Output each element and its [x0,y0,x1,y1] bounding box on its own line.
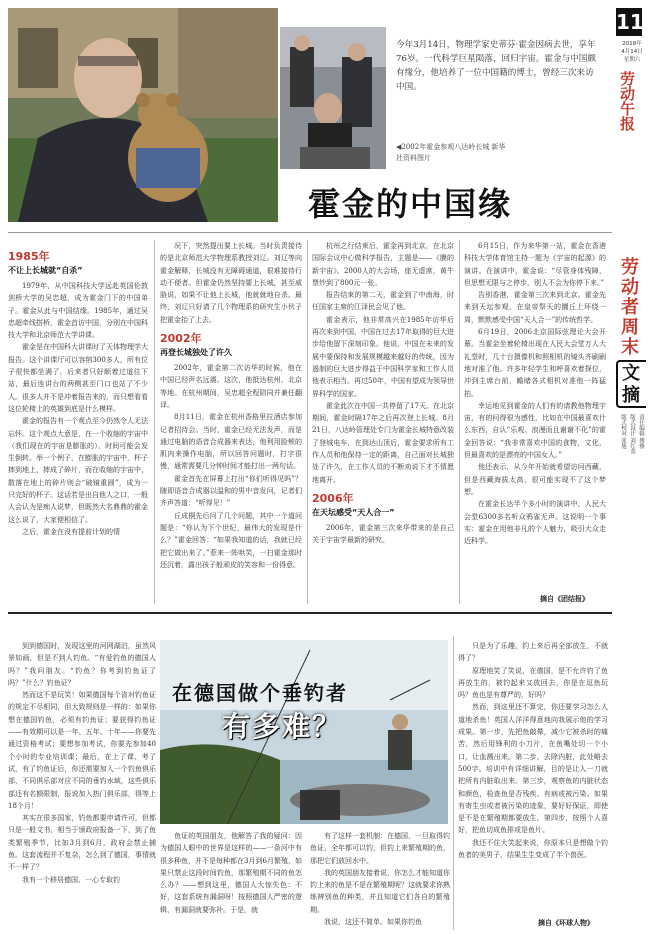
hawking-great-wall-photo [279,26,387,170]
section-1985-year: 1985年 [8,250,50,263]
paragraph: 6月19日，2006北京国际弦理论大会开幕。当霍金坐着轮椅出现在人民大会堂万人大礼堂时，几十台摄像机和照相机的镜头齐刷刷地对准了他。许多年轻学生和呼喜欢着探位，冲到主席台前，瞻睹各式相机对准他一阵猛拍。 [464,328,606,398]
date-year: 2018年 [622,41,642,47]
paragraph: 然而这不是玩笑！如果德国每个省对钓鱼证的规定不尽相同，但大致规则是一样的：如果你想在德国钓鱼，必须有钓鱼证；要获得钓鱼证——有效期可以是一年、五年、十年——你要先通过资格考试；要想参加考试，你要先参加40个小时的专业培训课；最后，在上了课、考了试，有了钓鱼证后，你还需要加入一个钓鱼俱乐部，不同俱乐部对应不同的垂钓水域，这些俱乐部还有名额限制，报说加入热门俱乐部，得等上18个月！ [8,691,156,810]
date-weekday: 星期六 [623,57,641,63]
paragraph: 2006年，霍金第三次来华带来的是自己关于宇宙学最新的研究。 [312,523,454,545]
section-2006-title: 在天坛感受“天人合一” [312,507,395,517]
paragraph: 我有一个移居德国、一心专取钓 [22,875,120,884]
article2-headline-line2: 有多难？ [222,710,343,743]
column-divider [154,240,155,604]
masthead-vertical: 劳动午报 [620,70,636,133]
article1-col4 [464,240,606,592]
hawking-teddy-image [8,8,278,222]
photo-caption: ◀2002年霍金参观八达岭长城 新华社资料图片 [396,143,506,162]
editors-credit-2: 版式设计 刘红英 [629,414,635,455]
hawking-great-wall-image [280,27,387,170]
section-1985-title: 不让上长城就“自杀” [8,266,83,275]
paragraph: 1979年，从中国科技大学远赴英国伦敦剑桥大学的吴忠超，成为霍金门下的中国弟子。霍金从此与中国结缘。1985年，通过吴忠超牵线搭桥，霍金首访中国，分别在中国科技大学和北京师范大学讲课。 [8,282,148,340]
article2-headline-line1: 在德国做个垂钓者 [172,681,348,705]
section-2006-year: 2006年 [312,491,354,505]
article1-col2 [160,240,302,604]
paragraph: 鱼证的英国朋友，他解答了我的疑问：因为德国人眼中的世界是这样的——一条河中有很多种鱼，并不是每种都在3月到6月繁殖，如果只禁止这段时间钓鱼，那繁殖期不同的鱼怎么办？——想到这里，德国人大惊失色：不好，这套系统有漏洞呀！按照德国人严密的逻辑，有漏洞就要弥补。于是，就 [160,832,302,914]
paragraph: 杭州之行结束后，霍金再到北京，在北京国际会议中心做科学报告，主题是——《膜的新宇宙》。2000人的大会场，座无虚席，黄牛票炒到了800元一张。 [312,242,454,287]
column-divider [307,240,308,604]
paragraph: 有了这样一套机制：在德国，一旦取得钓鱼证，全年都可以钓，但钓上来繁殖期的鱼，那把它们放回水中。 [310,832,450,865]
paragraph: 然而，到这里还不算完，你还要学习怎么人道地杀鱼！英国人洋洋得意地向我展示他的学习成果。第一步，先把鱼敲晕，减少它被杀时的痛苦，然后用锋利的小刀片，在鱼嘴处切一个小口，让血溅出来。第二步，去除内脏，此处略去500字。培训中有详细讲解，目的是让人一刀就把所有内脏取出来。第三步，观察鱼的内脏状态和颜色，检查鱼是否残疾、有病或被污染。如果有寄生虫或者被污染的迹象，要好好保证，即使是不是在繁殖期都要放生，第四步，按照个人喜好，把鱼切成鱼排或是鱼片。 [458,703,608,835]
paragraph: 原理地笑了笑说，在德国，是不允许钓了鱼再放生的，被钓起来又放回去，你是在逗鱼玩吗？鱼也是有尊严的，好吗？ [458,666,608,700]
paragraph: 只是为了乐趣，钓上来后再全部放生，不就得了？ [458,642,608,663]
paragraph: 他还表示，从今年开始就希望访问西藏，但是西藏海拔太高，很可能实现不了这个梦想。 [464,463,606,496]
section-separator [8,612,612,614]
article2-col4 [458,640,608,916]
paragraph: 霍金的报告有一个观点至今仍然令人无法忘怀。这个观点大意是，在一个收缩的宇宙中（我们现在的宇宙是膨胀的），时间可能会发生倒转。举一个例子，在膨胀的宇宙中，杯子摔到地上，摔成了碎片，而在收缩的宇宙中，散落在地上的碎片则会“破镜重圆”，成为一只完好的杯子。这话若是出自他人之口，一般人会认为是痴人说梦，但既然大名鼎鼎的霍金这么说了，大家便相信了。 [8,417,148,524]
article1-col3 [312,240,454,604]
paragraph: 霍金是在中国科大讲课时了天体物理学大报告。这个讲课厅可以容纳300多人，所有位子很快都坐满了，后来者只好顺着过道往下站，最后连讲台的两侧甚至门口也站了不少人。很多人并不是冲着报告来的，而只想看看这位轮椅上的英雄到底是什么模样。 [8,343,148,413]
editors-credit-1: 责任编辑 傅雅 [638,414,644,449]
section-2002-title: 再登长城独处了许久 [160,348,232,358]
paragraph: 幸运地见到霍金的人们有的请教他物理宇宙，有的问得很为感性，比如在中国最喜欢什么东西，自认“乐观、浪漫而且谢谢不化”的霍金回答说：“我非常喜欢中国的食物，文化，但最喜欢的是漂亮的中国女人。” [464,401,606,460]
paragraph: 霍金表示，他非常高兴在1985年访华后再次来到中国，中国在过去17年取得的巨大进步给他留下深刻印象。他说，中国在未来的发展中要保持和发展规模越来越好的传统，因为遏制的巨大进步得益于中国科学家和工作人员他表示相当。再过50年，中国有望成为领导世界科学的国家。 [312,315,454,398]
date-day: 4月14日 [621,49,643,55]
paragraph: 丘成桐先后问了几个问题，其中一个道问题是：“你认为下个世纪，最伟大的发现是什么？”霍金回答：“如果我知道的话，我就已经把它做出来了。”惹来一阵哄笑，一扫霍金那时还沉着，露出孩子般顽皮的笑容和一份得意。 [160,511,302,569]
paragraph: 我的英国朋友接着说，你怎么才能知道你钓上来的鱼是不是在繁殖期呢？这就要求你熟练辨别鱼的种类，并且知道它们各自的繁殖期。 [310,868,450,914]
paragraph: 告别香港，霍金第三次来到北京。霍金先来到天坛参观，在皇帝祭天的圜丘上环绕一周，默默感受中国“天人合一”的传统哲学。 [464,291,606,324]
paragraph: 霍金首先在屏幕上打出“你们听得见吗”？随即语音合成器以温和的男中音发问，记者们齐声答道：“听得见！” [160,474,302,508]
column-divider [453,636,454,930]
paragraph: 之后，霍金在没有提前计划的情 [22,527,120,536]
paragraph: 在霍金长达半个多小时的演讲中，人民大会堂6300多名听众鸦雀无声。这说明一个事实：霍金在用他非凡的个人魅力，吸引大众走近科学。 [464,500,606,546]
article1-col1 [8,248,148,600]
paragraph: 2002年，霍金第二次访华的时候，他在中国已经声名远震。这次，他抵达杭州、北京等地。在杭州期间，吴忠超全程陪同并兼任翻译。 [160,364,302,409]
paragraph: 到到德国时，发现这里的河网湖泊，虽然风景如画，但是不到人钓鱼。“有爱钓鱼的德国人吗？”我问朋友。“钓鱼？你考到钓鱼证了吗？”什么？钓鱼证？ [8,642,156,687]
hawking-with-teddy-photo [8,8,278,222]
article2-col2 [160,830,302,930]
section-2002-year: 2002年 [160,332,202,346]
paragraph: 我还不住大笑起来说，你原本只是想做个钓鱼者的美男子，结果生生变成了半个兽医。 [458,838,608,860]
article2-col3 [310,830,450,930]
article1-headline: 霍金的中国缘 [308,185,513,223]
article1-source: 摘自《团结报》 [540,595,589,603]
article1-top-rule [8,232,612,233]
paragraph: 报告结束的第二天，霍金到了中南海，时任国家主席的江泽民会见了他。 [312,291,454,312]
article2-source: 摘自《环球人物》 [538,919,594,927]
page-number: 11 [616,10,644,34]
paragraph: 6月15日，作为来华第一站，霍金在香港科技大学体育馆主持一题为《宇宙的起源》的演讲。在演讲中，霍金说：“尽管身体残障，但思想无限与之停步，别人不会为你停下来。” [464,242,606,287]
paragraph: 我说，这还不简单。如果你钓鱼 [324,918,422,927]
paragraph: 8月11日，霍金在杭州香格里拉酒店参加记者招待会。当时，霍金已经无法发声，而是通过电脑的语音合成器来表达，他利用脸颊的肌肉来操作电脑，所以回答问题时，打字很慢，通常需要几分钟时间才能打出一两句话。 [160,413,302,471]
intro-caption: 今年3月14日，物理学家史蒂芬·霍金因病去世，享年76岁。一代科学巨星陨落，回归宇宙。霍金与中国颇有缘分，他培养了一位中国籍的博士，曾经三次来访中国。 [396,40,596,92]
column-divider [459,240,460,604]
paragraph: 况下，突然提出要上长城。当时负责接待的是北京师范大学物理系教授刘辽。刘辽等向霍金解释，长城没有无障碍通道，很难接待行动不便者。但霍金仍然坚持要上长城，甚至威胁说，如果不让他上长城，他就就地自杀。最终，刘辽只好请了几个物理系的研究生小伙子把霍金抬了上去。 [160,242,302,324]
issue-date [614,40,650,64]
paragraph: 其实在很多国家，钓鱼都要申请许可，但都只是一般文书，相当于颁政府报备一下，到了鱼类繁殖季节，比如3月到6月，政府会禁止捕鱼。这套流程并不复杂，怎么到了德国，事情就不一样了？ [8,814,156,872]
article2-col1 [8,640,156,930]
editors-credit-3: 版式校对 张旭 [620,414,626,449]
paragraph: 霍金此次在中国一共停留了17天。在北京期间，霍金时隔17年之后再次登上长城。8月21日，八达岭管理处专门为霍金长城特意改装了登城电车，在到达山顶后，霍金要求所有工作人员和他保持一定的距离，自己面对长城独处了许久，在工作人员的不断劝说下才不情愿地离开。 [312,401,454,484]
